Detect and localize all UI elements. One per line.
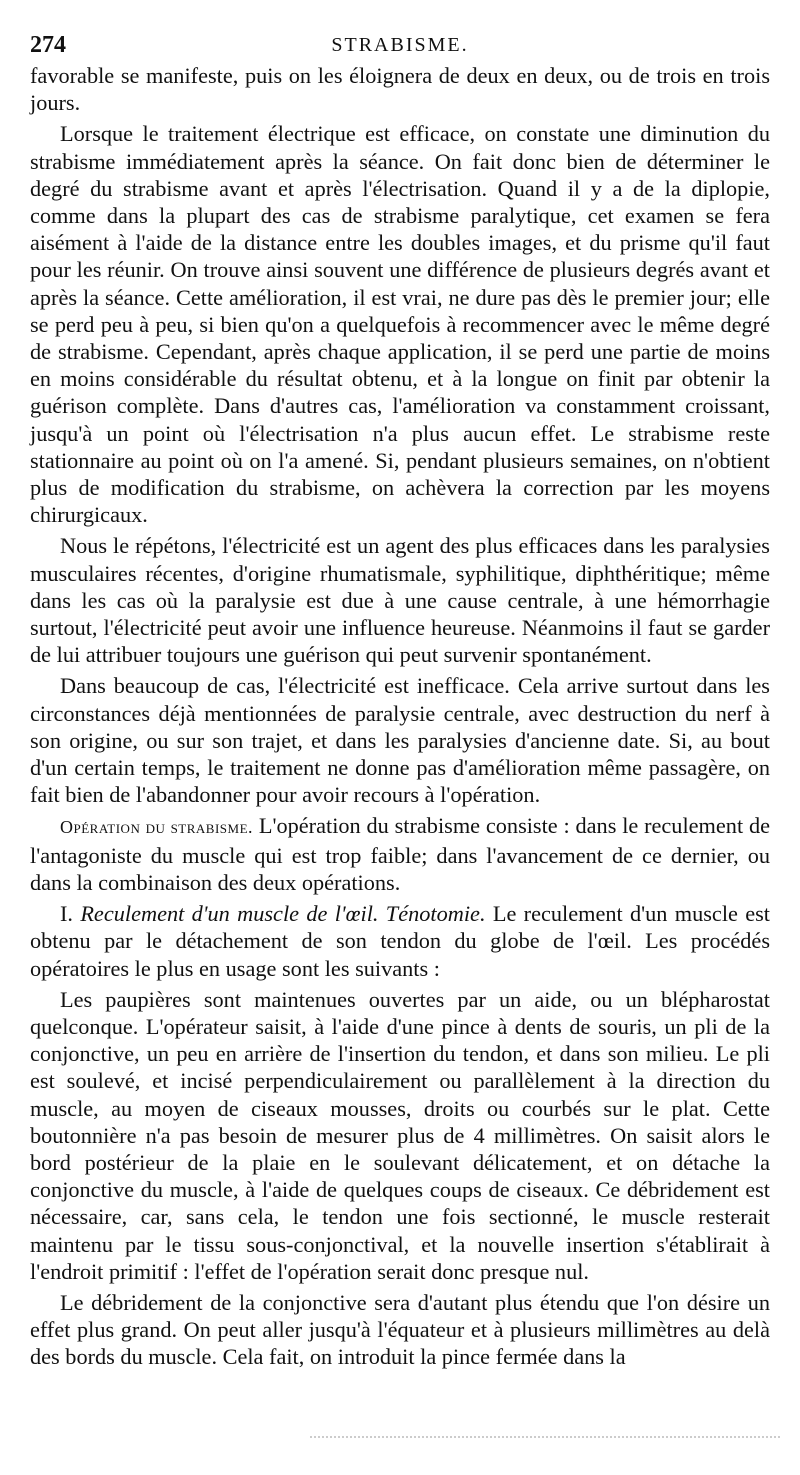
paragraph-procedure: Les paupières sont maintenues ouvertes par un aide, ou un blépharostat quelconque. L'opérateur saisit, à l'aide d'une pince à dents de souris, un pli de la conjonctive, un peu en arrière de l'insertion du tendon, et dans son milieu. Le pli est soulevé, et incisé perpendiculairement ou parallèlement à la direction du muscle, au moyen de ciseaux mousses, droits ou courbés sur le plat. Cette boutonnière n'a pas besoin de mesurer plus de 4 millimètres. On saisit alors le bord postérieur de la plaie en le soulevant délicatement, et on détache la conjonctive du muscle, à l'aide de quelques coups de ciseaux. Ce débridement est nécessaire, car, sans cela, le tendon une fois sectionné, le muscle resterait maintenu par le tissu sous-conjonctival, et la nouvelle insertion s'établirait à l'endroit primitif : l'effet de l'opération serait donc presque nul. bbox=[30, 986, 770, 1284]
paragraph-debridement: Le débridement de la conjonctive sera d'autant plus étendu que l'on désire un effet plus grand. On peut aller jusqu'à l'équateur et à plusieurs millimètres au delà des bords du muscle. Cela fait, on introduit la pince fermée dans la bbox=[30, 1289, 770, 1370]
page-header bbox=[30, 32, 770, 62]
page-bottom-specks bbox=[310, 1432, 780, 1438]
paragraph-operation-text: L'opération du strabisme consiste : dans le reculement de l'antagoniste du muscle qui est trop faible; dans l'avancement de ce dernier, ou dans la combinaison des deux opérations. bbox=[30, 813, 770, 895]
paragraph-electricity-inefficacy: Dans beaucoup de cas, l'électricité est inefficace. Cela arrive surtout dans les circonstances déjà mentionnées de paralysie centrale, avec destruction du nerf à son origine, ou sur son trajet, et dans les paralysies d'ancienne date. Si, au bout d'un certain temps, le traitement ne donne pas d'amélioration même passagère, on fait bien de l'abandonner pour avoir recours à l'opération. bbox=[30, 673, 770, 808]
page-body bbox=[30, 62, 770, 1371]
section-number: I. bbox=[60, 901, 81, 927]
running-title: STRABISME. bbox=[331, 34, 469, 56]
section-heading-tenotomy: Reculement d'un muscle de l'œil. Ténotomie. bbox=[80, 901, 486, 927]
page-number: 274 bbox=[30, 32, 66, 58]
paragraph-tenotomy bbox=[30, 900, 770, 982]
paragraph-tenotomy-text: Le reculement d'un muscle est obtenu par le détachement de son tendon du globe de l'œil. Les procédés opératoires le plus en usage sont les suivants : bbox=[30, 901, 770, 981]
paragraph-electric-treatment: Lorsque le traitement électrique est efficace, on constate une diminution du strabisme immédiatement après la séance. On fait donc bien de déterminer le degré du strabisme avant et après l'électrisation. Quand il y a de la diplopie, comme dans la plupart des cas de strabisme paralytique, cet examen se fera aisément à l'aide de la distance entre les doubles images, et du prisme qu'il faut pour les réunir. On trouve ainsi souvent une différence de plusieurs degrés avant et après la séance. Cette amélioration, il est vrai, ne dure pas dès le premier jour; elle se perd peu à peu, si bien qu'on a quelquefois à recommencer avec le même degré de strabisme. Cependant, après chaque application, il se perd une partie de moins en moins considérable du résultat obtenu, et à la longue on finit par obtenir la guérison complète. Dans d'autres cas, l'amélioration va constamment croissant, jusqu'à un point où l'électrisation n'a plus aucun effet. Le strabisme reste stationnaire au point où on l'a amené. Si, pendant plusieurs semaines, on n'obtient plus de modification du strabisme, on achèvera la correction par les moyens chirurgicaux. bbox=[30, 121, 770, 528]
section-heading-operation: Opération du strabisme. bbox=[60, 817, 254, 838]
paragraph-operation bbox=[30, 812, 770, 896]
paragraph-electricity-efficacy: Nous le répétons, l'électricité est un agent des plus efficaces dans les paralysies musculaires récentes, d'origine rhumatismale, syphilitique, diphthéritique; même dans les cas où la paralysie est due à une cause centrale, à une hémorrhagie surtout, l'électricité peut avoir une influence heureuse. Néanmoins il faut se garder de lui attribuer toujours une guérison qui peut survenir spontanément. bbox=[30, 533, 770, 668]
paragraph-continued: favorable se manifeste, puis on les éloignera de deux en deux, ou de trois en trois jours. bbox=[30, 63, 770, 116]
